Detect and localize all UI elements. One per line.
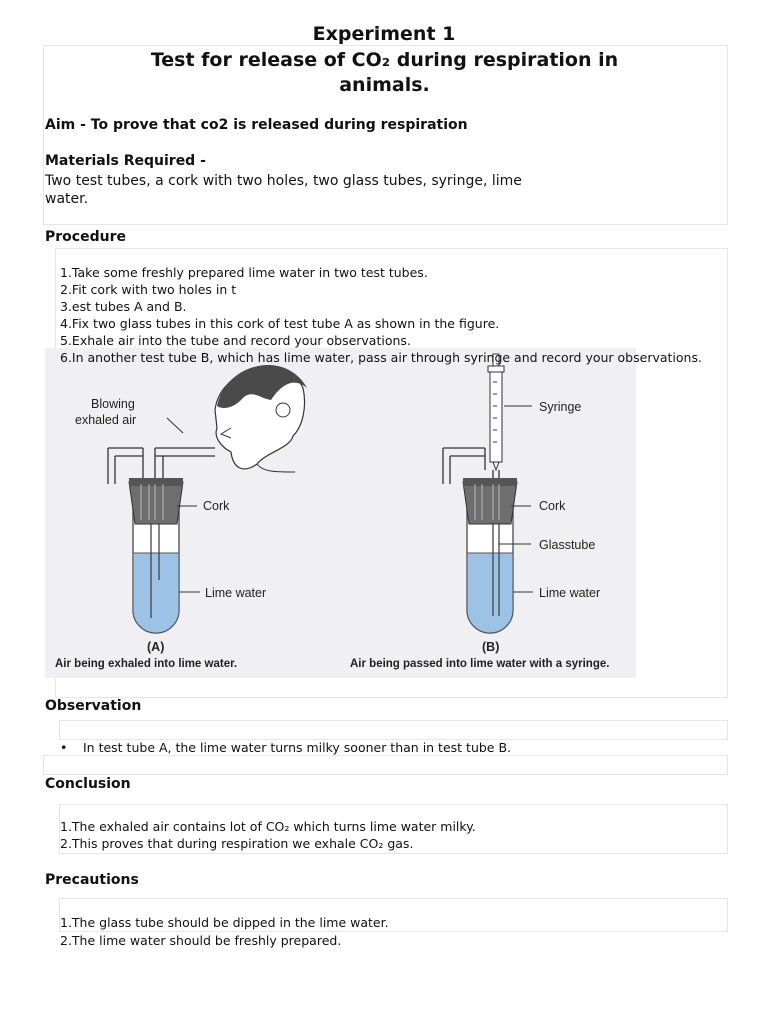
- observation-text: In test tube A, the lime water turns milky sooner than in test tube B.: [83, 740, 512, 755]
- conclusion-item-2: 2.This proves that during respiration we exhale CO₂ gas.: [60, 836, 414, 851]
- label-blowing-2: exhaled air: [75, 413, 137, 427]
- main-title-line1: Test for release of CO₂ during respiration in: [150, 49, 619, 71]
- lime-water-b: [467, 553, 513, 633]
- experiment-title: Experiment 1: [312, 23, 456, 45]
- procedure-heading: Procedure: [45, 229, 126, 245]
- precaution-item-2: 2.The lime water should be freshly prepared.: [60, 933, 342, 948]
- conclusion-item-1: 1.The exhaled air contains lot of CO₂ which turns lime water milky.: [60, 819, 476, 834]
- label-lime-water-a: Lime water: [205, 586, 267, 600]
- cork-b: [463, 482, 517, 524]
- apparatus-diagram: [45, 348, 636, 678]
- experiment-figure: [45, 348, 636, 678]
- glass-tube-a-blow: [155, 448, 215, 456]
- main-title-line2: animals.: [339, 74, 430, 96]
- caption-b: Air being passed into lime water with a syringe.: [350, 658, 610, 670]
- label-lime-water-b: Lime water: [539, 586, 601, 600]
- procedure-step: 2.Fit cork with two holes in t: [60, 282, 237, 297]
- syringe: [488, 354, 504, 470]
- label-b: (B): [482, 640, 500, 654]
- procedure-step: 4.Fix two glass tubes in this cork of test tube A as shown in the figure.: [60, 316, 500, 331]
- precaution-item-1: 1.The glass tube should be dipped in the lime water.: [60, 915, 389, 930]
- cork-a: [129, 482, 183, 524]
- boy-head-illustration: [215, 365, 307, 472]
- precautions-heading: Precautions: [45, 872, 139, 888]
- observation-heading: Observation: [45, 698, 142, 714]
- conclusion-heading: Conclusion: [45, 776, 131, 792]
- observation-bottom-frame: [43, 755, 728, 775]
- label-a: (A): [147, 640, 165, 654]
- label-syringe: Syringe: [539, 400, 582, 414]
- caption-a: Air being exhaled into lime water.: [55, 658, 238, 670]
- label-blowing-1: Blowing: [91, 397, 135, 411]
- label-glasstube: Glasstube: [539, 538, 596, 552]
- observation-frame: [59, 720, 728, 740]
- procedure-step: 3.est tubes A and B.: [60, 299, 187, 314]
- materials-line1: Two test tubes, a cork with two holes, two glass tubes, syringe, lime: [45, 173, 522, 189]
- label-cork-a: Cork: [203, 499, 230, 513]
- materials-heading: Materials Required -: [45, 153, 206, 169]
- procedure-list: [60, 264, 702, 366]
- procedure-step: 6.In another test tube B, which has lime water, pass air through syringe and record your observations.: [60, 350, 702, 365]
- aim-text: Aim - To prove that co2 is released during respiration: [45, 117, 468, 133]
- procedure-step: 1.Take some freshly prepared lime water in two test tubes.: [60, 265, 428, 280]
- lime-water-a: [133, 553, 179, 633]
- label-cork-b: Cork: [539, 499, 566, 513]
- procedure-step: 5.Exhale air into the tube and record your observations.: [60, 333, 411, 348]
- observation-bullet-marker: •: [60, 740, 68, 755]
- materials-line2: water.: [45, 191, 89, 207]
